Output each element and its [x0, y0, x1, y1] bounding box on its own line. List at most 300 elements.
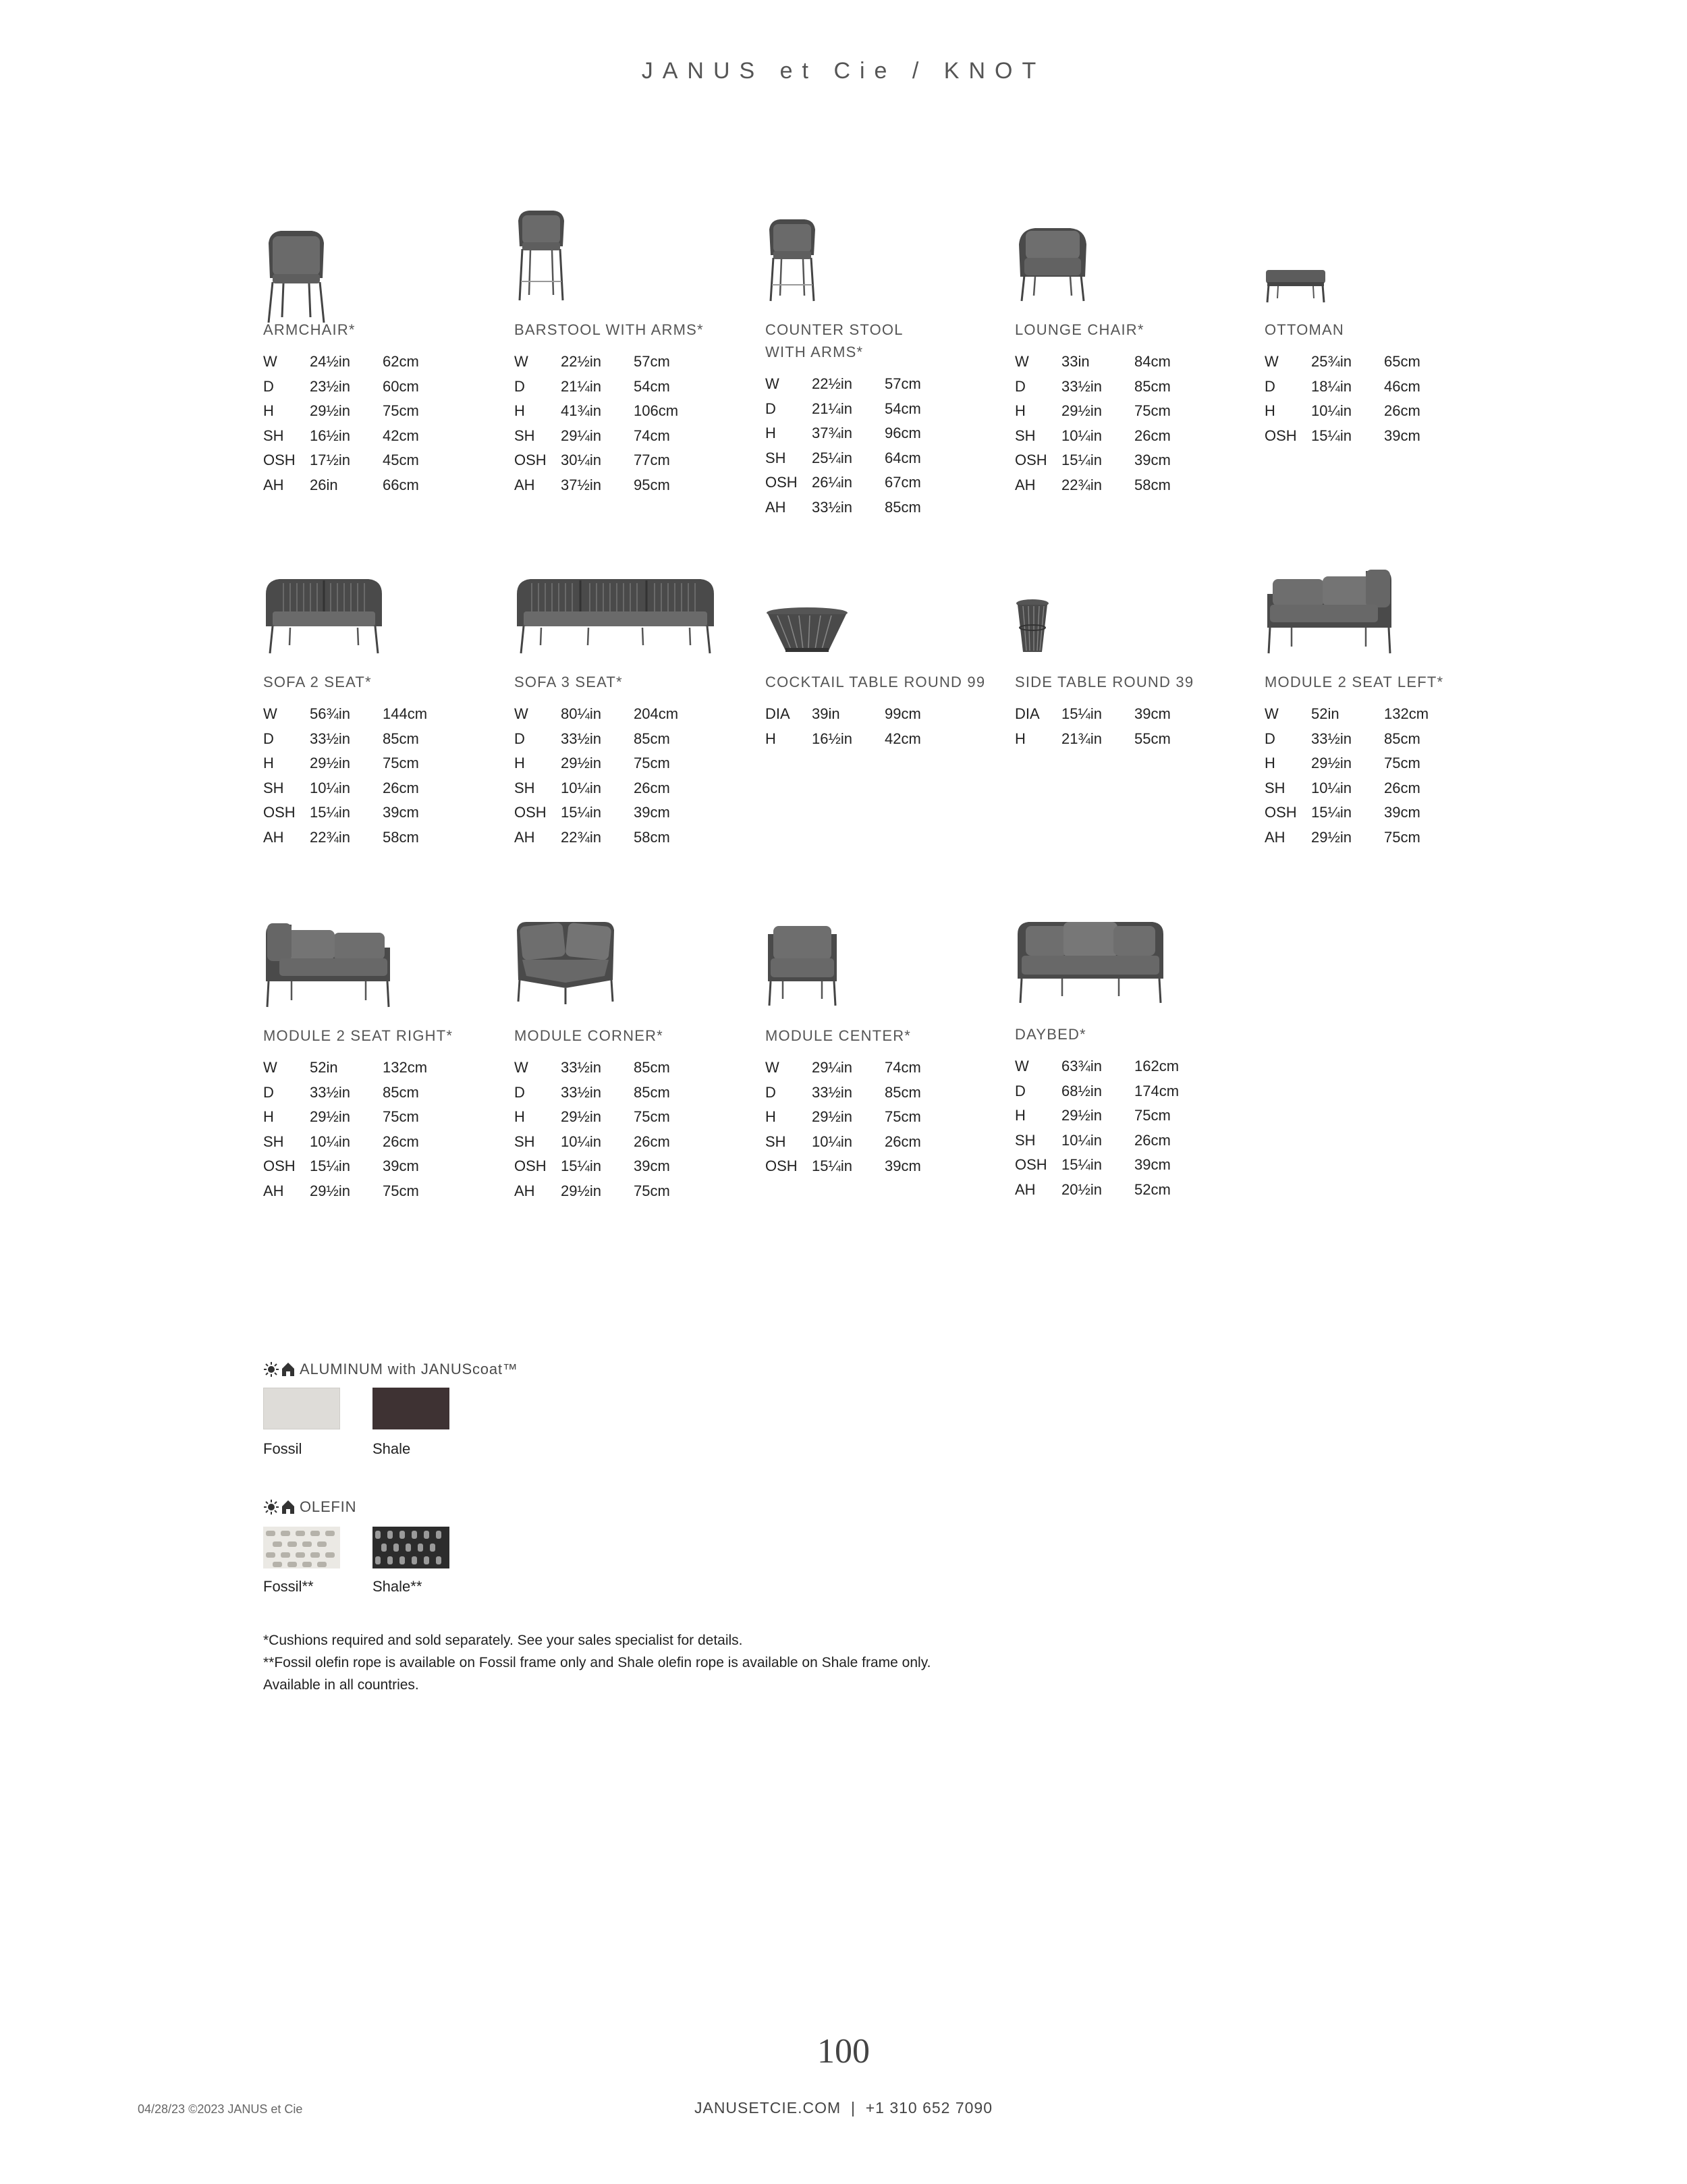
spec-cm: 39cm — [1134, 705, 1171, 722]
spec-inches: 29½in — [561, 1182, 601, 1199]
spec-inches: 10¼in — [1311, 779, 1352, 796]
spec-label: OSH — [263, 452, 296, 468]
product-counter-stool-with-arms — [765, 202, 1001, 526]
product-cocktail-table-round-99 — [765, 555, 1001, 879]
spec-table — [514, 702, 688, 850]
spec-label: SH — [1015, 427, 1036, 444]
spec-label: SH — [1015, 1131, 1036, 1149]
spec-cm: 39cm — [634, 804, 670, 821]
spec-inches: 24½in — [310, 353, 350, 370]
spec-inches: 10¼in — [1311, 402, 1352, 419]
spec-inches: 10¼in — [561, 1132, 601, 1150]
spec-row — [263, 399, 437, 424]
spec-inches: 10¼in — [310, 1132, 350, 1150]
spec-table — [765, 372, 939, 520]
spec-label: AH — [263, 1182, 284, 1199]
spec-label: OSH — [1015, 1156, 1047, 1173]
spec-inches: 10¼in — [310, 779, 350, 796]
spec-inches: 20½in — [1061, 1180, 1102, 1198]
spec-inches: 29½in — [310, 1108, 350, 1125]
spec-label: D — [1015, 1082, 1026, 1099]
spec-inches: 23½in — [310, 377, 350, 395]
spec-label: SH — [765, 449, 786, 466]
spec-label: W — [514, 1059, 528, 1076]
spec-row — [1015, 1153, 1188, 1178]
house-icon — [281, 1499, 296, 1515]
spec-cm: 58cm — [634, 828, 670, 846]
spec-row — [765, 470, 939, 495]
spec-label: AH — [263, 828, 284, 846]
spec-inches: 15¼in — [310, 804, 350, 821]
spec-inches: 15¼in — [561, 804, 601, 821]
spec-label: D — [263, 1083, 274, 1101]
spec-cm: 57cm — [634, 353, 670, 370]
spec-inches: 15¼in — [1061, 1156, 1102, 1173]
spec-label: D — [1015, 377, 1026, 395]
spec-inches: 15¼in — [1061, 705, 1102, 722]
spec-cm: 60cm — [383, 377, 419, 395]
spec-inches: 15¼in — [1311, 804, 1352, 821]
spec-inches: 15¼in — [310, 1157, 350, 1174]
spec-cm: 39cm — [1134, 452, 1171, 468]
woven-texture-icon — [263, 1527, 340, 1568]
spec-label: SH — [263, 779, 284, 796]
spec-label: D — [263, 377, 274, 395]
spec-label: H — [1015, 1107, 1026, 1124]
spec-cm: 67cm — [885, 474, 921, 491]
spec-row — [765, 1105, 939, 1130]
spec-row — [1265, 776, 1438, 801]
spec-row — [263, 727, 437, 752]
spec-row — [1015, 702, 1188, 727]
spec-inches: 33½in — [561, 1059, 601, 1076]
spec-row — [765, 372, 939, 397]
armchair-image — [263, 223, 331, 327]
spec-row — [514, 1154, 688, 1179]
spec-row — [765, 1081, 939, 1105]
spec-row — [765, 702, 939, 727]
spec-inches: 68½in — [1061, 1082, 1102, 1099]
spec-cm: 106cm — [634, 402, 679, 419]
product-sofa-3-seat — [514, 555, 750, 879]
spec-inches: 15¼in — [561, 1157, 601, 1174]
spec-label: OSH — [765, 1157, 798, 1174]
spec-table — [765, 702, 939, 751]
lounge-chair-image — [1015, 224, 1090, 305]
spec-inches: 80¼in — [561, 705, 601, 722]
swatch-olefin-fossil — [263, 1527, 340, 1568]
spec-table — [1015, 702, 1188, 751]
spec-cm: 75cm — [1134, 1107, 1171, 1124]
counter-stool-image — [765, 215, 819, 304]
product-daybed — [1015, 908, 1251, 1232]
spec-row — [514, 751, 688, 776]
spec-cm: 26cm — [383, 779, 419, 796]
spec-row — [514, 375, 688, 400]
spec-inches: 33½in — [310, 1083, 350, 1101]
swatch-label: Shale — [372, 1440, 411, 1457]
spec-inches: 29¼in — [561, 427, 601, 444]
spec-row — [1015, 473, 1188, 498]
swatch-aluminum-fossil — [263, 1388, 340, 1429]
spec-row — [1015, 1128, 1188, 1153]
spec-row — [1015, 424, 1188, 449]
page-number: 100 — [817, 2032, 870, 2071]
spec-row — [263, 1130, 437, 1155]
spec-inches: 33½in — [1311, 730, 1352, 747]
spec-row — [514, 776, 688, 801]
spec-table — [1015, 1054, 1188, 1202]
spec-cm: 39cm — [383, 804, 419, 821]
spec-cm: 26cm — [634, 779, 670, 796]
spec-inches: 18¼in — [1311, 377, 1352, 395]
olefin-finish-heading — [263, 1498, 356, 1516]
spec-cm: 132cm — [1384, 705, 1429, 722]
spec-label: W — [765, 375, 779, 392]
spec-cm: 26cm — [1134, 427, 1171, 444]
spec-cm: 75cm — [383, 1108, 419, 1125]
spec-label: H — [514, 1108, 525, 1125]
spec-cm: 85cm — [383, 730, 419, 747]
spec-label: OSH — [765, 474, 798, 491]
daybed-image — [1015, 918, 1166, 1006]
spec-cm: 62cm — [383, 353, 419, 370]
product-ottoman — [1265, 202, 1501, 526]
spec-cm: 162cm — [1134, 1058, 1180, 1074]
spec-inches: 21¼in — [812, 400, 852, 417]
spec-inches: 33½in — [812, 498, 852, 516]
spec-inches: 10¼in — [812, 1132, 852, 1150]
spec-row — [263, 424, 437, 449]
spec-row — [1015, 1103, 1188, 1128]
spec-cm: 58cm — [383, 828, 419, 846]
spec-label: D — [514, 1083, 525, 1101]
spec-label: W — [1015, 1058, 1029, 1074]
spec-inches: 52in — [1311, 705, 1339, 722]
spec-inches: 21¼in — [561, 377, 601, 395]
spec-cm: 85cm — [885, 498, 921, 516]
spec-inches: 15¼in — [1311, 427, 1352, 444]
spec-row — [514, 424, 688, 449]
spec-cm: 39cm — [885, 1157, 921, 1174]
spec-row — [263, 776, 437, 801]
product-name: MODULE CORNER* — [514, 1027, 663, 1044]
product-name: BARSTOOL WITH ARMS* — [514, 321, 704, 338]
spec-inches: 29½in — [310, 755, 350, 771]
spec-row — [263, 1154, 437, 1179]
spec-cm: 99cm — [885, 705, 921, 722]
spec-row — [263, 825, 437, 850]
spec-inches: 29½in — [561, 755, 601, 771]
spec-inches: 22½in — [561, 353, 601, 370]
spec-label: H — [1265, 755, 1275, 771]
spec-row — [514, 825, 688, 850]
product-armchair — [263, 202, 499, 526]
spec-cm: 85cm — [885, 1083, 921, 1101]
spec-label: SH — [263, 427, 284, 444]
spec-row — [1265, 751, 1438, 776]
spec-inches: 33½in — [310, 730, 350, 747]
spec-table — [263, 350, 437, 497]
spec-label: H — [263, 755, 274, 771]
barstool-image — [514, 206, 568, 304]
spec-row — [1015, 1054, 1188, 1079]
swatch-label: Fossil** — [263, 1578, 314, 1595]
spec-cm: 85cm — [383, 1083, 419, 1101]
spec-inches: 39in — [812, 705, 840, 722]
spec-cm: 74cm — [634, 427, 670, 444]
spec-label: W — [1015, 353, 1029, 370]
product-lounge-chair — [1015, 202, 1251, 526]
spec-row — [765, 421, 939, 446]
spec-inches: 29½in — [561, 1108, 601, 1125]
aluminum-finish-title: ALUMINUM with JANUScoat™ — [300, 1361, 518, 1377]
spec-label: D — [263, 730, 274, 747]
spec-inches: 26¼in — [812, 474, 852, 491]
spec-inches: 10¼in — [1061, 1131, 1102, 1149]
spec-cm: 39cm — [1384, 804, 1420, 821]
spec-table — [263, 702, 437, 850]
spec-cm: 39cm — [634, 1157, 670, 1174]
spec-cm: 42cm — [383, 427, 419, 444]
swatch-olefin-shale — [372, 1527, 449, 1568]
spec-cm: 26cm — [885, 1132, 921, 1150]
spec-inches: 29½in — [1061, 1107, 1102, 1124]
spec-label: DIA — [765, 705, 790, 722]
spec-row — [263, 473, 437, 498]
spec-label: H — [1265, 402, 1275, 419]
spec-cm: 85cm — [634, 1083, 670, 1101]
spec-cm: 66cm — [383, 476, 419, 493]
spec-cm: 57cm — [885, 375, 921, 392]
product-name: DAYBED* — [1015, 1026, 1086, 1043]
spec-cm: 39cm — [1384, 427, 1420, 444]
spec-table — [514, 1056, 688, 1203]
spec-cm: 45cm — [383, 452, 419, 468]
spec-inches: 37½in — [561, 476, 601, 493]
spec-table — [765, 1056, 939, 1179]
spec-row — [765, 1154, 939, 1179]
spec-label: SH — [765, 1132, 786, 1150]
spec-inches: 22¾in — [1061, 476, 1102, 493]
spec-inches: 15¼in — [1061, 452, 1102, 468]
spec-row — [1015, 375, 1188, 400]
spec-cm: 75cm — [885, 1108, 921, 1125]
spec-row — [514, 1105, 688, 1130]
spec-inches: 52in — [310, 1059, 338, 1076]
module-2-seat-right-image — [263, 921, 393, 1010]
product-name: MODULE 2 SEAT LEFT* — [1265, 674, 1444, 690]
spec-label: H — [765, 730, 776, 747]
spec-row — [1265, 800, 1438, 825]
spec-cm: 85cm — [634, 730, 670, 747]
spec-row — [765, 1130, 939, 1155]
spec-table — [514, 350, 688, 497]
spec-label: SH — [514, 427, 535, 444]
house-icon — [281, 1361, 296, 1377]
spec-label: W — [263, 1059, 277, 1076]
spec-inches: 37¾in — [812, 425, 852, 441]
footnote-line: *Cushions required and sold separately. See your sales specialist for details. — [263, 1633, 743, 1648]
spec-cm: 75cm — [383, 755, 419, 771]
spec-cm: 95cm — [634, 476, 670, 493]
spec-inches: 22¾in — [310, 828, 350, 846]
spec-cm: 64cm — [885, 449, 921, 466]
spec-label: SH — [263, 1132, 284, 1150]
spec-row — [1265, 350, 1438, 375]
side-table-image — [1015, 598, 1050, 656]
product-module-2-seat-right — [263, 908, 499, 1232]
spec-row — [765, 1056, 939, 1081]
sun-icon — [263, 1361, 279, 1377]
spec-label: W — [765, 1059, 779, 1076]
module-center-image — [765, 923, 839, 1008]
spec-inches: 15¼in — [812, 1157, 852, 1174]
spec-cm: 54cm — [885, 400, 921, 417]
spec-label: OSH — [263, 1157, 296, 1174]
spec-label: D — [514, 377, 525, 395]
spec-cm: 174cm — [1134, 1082, 1180, 1099]
spec-row — [263, 1105, 437, 1130]
footer-contact: JANUSETCIE.COM | +1 310 652 7090 — [694, 2099, 993, 2117]
spec-label: AH — [514, 476, 535, 493]
spec-row — [514, 800, 688, 825]
spec-cm: 55cm — [1134, 730, 1171, 747]
spec-cm: 75cm — [634, 1182, 670, 1199]
spec-inches: 30¼in — [561, 452, 601, 468]
spec-row — [1015, 1079, 1188, 1104]
spec-label: D — [1265, 730, 1275, 747]
spec-row — [765, 397, 939, 422]
product-barstool-with-arms — [514, 202, 750, 526]
spec-label: W — [1265, 705, 1279, 722]
spec-label: W — [263, 705, 277, 722]
spec-row — [514, 1056, 688, 1081]
spec-label: SH — [1265, 779, 1285, 796]
product-module-corner — [514, 908, 750, 1232]
spec-cm: 54cm — [634, 377, 670, 395]
spec-label: W — [514, 353, 528, 370]
spec-cm: 74cm — [885, 1059, 921, 1076]
spec-row — [1015, 399, 1188, 424]
spec-row — [514, 727, 688, 752]
spec-label: OSH — [514, 1157, 547, 1174]
spec-label: AH — [1015, 1180, 1036, 1198]
spec-inches: 29½in — [1311, 755, 1352, 771]
spec-inches: 17½in — [310, 452, 350, 468]
product-name: SIDE TABLE ROUND 39 — [1015, 674, 1194, 690]
spec-cm: 77cm — [634, 452, 670, 468]
spec-label: H — [263, 1108, 274, 1125]
spec-label: W — [514, 705, 528, 722]
spec-row — [1015, 350, 1188, 375]
spec-label: AH — [263, 476, 284, 493]
sofa-2-seat-image — [263, 574, 385, 656]
spec-cm: 46cm — [1384, 377, 1420, 395]
spec-row — [1265, 727, 1438, 752]
spec-inches: 33in — [1061, 353, 1090, 370]
spec-cm: 85cm — [634, 1059, 670, 1076]
spec-inches: 41¾in — [561, 402, 601, 419]
spec-row — [263, 1179, 437, 1204]
spec-inches: 63¾in — [1061, 1058, 1102, 1074]
product-module-center — [765, 908, 1001, 1232]
spec-inches: 16½in — [310, 427, 350, 444]
spec-inches: 29½in — [1061, 402, 1102, 419]
spec-cm: 26cm — [383, 1132, 419, 1150]
product-name: SOFA 2 SEAT* — [263, 674, 372, 690]
spec-label: H — [1015, 402, 1026, 419]
spec-cm: 26cm — [1384, 402, 1420, 419]
spec-label: H — [1015, 730, 1026, 747]
spec-label: DIA — [1015, 705, 1040, 722]
sun-icon — [263, 1499, 279, 1515]
spec-label: SH — [514, 1132, 535, 1150]
spec-cm: 65cm — [1384, 353, 1420, 370]
spec-inches: 22¾in — [561, 828, 601, 846]
spec-table — [1265, 702, 1438, 850]
spec-row — [263, 751, 437, 776]
spec-label: AH — [1015, 476, 1036, 493]
spec-inches: 29½in — [812, 1108, 852, 1125]
swatch-label: Shale** — [372, 1578, 422, 1595]
spec-cm: 85cm — [1384, 730, 1420, 747]
spec-label: AH — [765, 498, 786, 516]
spec-cm: 75cm — [1134, 402, 1171, 419]
spec-table — [263, 1056, 437, 1203]
spec-row — [514, 1179, 688, 1204]
footnotes — [263, 1629, 931, 1696]
spec-label: SH — [514, 779, 535, 796]
spec-row — [1015, 1178, 1188, 1203]
spec-row — [263, 1081, 437, 1105]
spec-row — [514, 350, 688, 375]
spec-row — [765, 495, 939, 520]
ottoman-image — [1265, 267, 1327, 305]
spec-label: D — [765, 400, 776, 417]
module-corner-image — [514, 918, 617, 1006]
spec-label: H — [765, 1108, 776, 1125]
spec-cm: 96cm — [885, 425, 921, 441]
product-name: MODULE CENTER* — [765, 1027, 912, 1044]
spec-row — [765, 446, 939, 471]
spec-row — [1015, 727, 1188, 752]
spec-inches: 26in — [310, 476, 338, 493]
spec-cm: 75cm — [1384, 755, 1420, 771]
spec-label: W — [1265, 353, 1279, 370]
spec-inches: 25¼in — [812, 449, 852, 466]
spec-row — [514, 1081, 688, 1105]
spec-table — [1015, 350, 1188, 497]
spec-cm: 42cm — [885, 730, 921, 747]
product-name: SOFA 3 SEAT* — [514, 674, 623, 690]
spec-label: OSH — [1015, 452, 1047, 468]
spec-label: AH — [514, 1182, 535, 1199]
cocktail-table-image — [765, 606, 849, 655]
spec-row — [263, 375, 437, 400]
spec-label: H — [514, 755, 525, 771]
spec-inches: 10¼in — [561, 779, 601, 796]
spec-row — [263, 448, 437, 473]
spec-label: OSH — [514, 804, 547, 821]
product-module-2-seat-left — [1265, 555, 1501, 879]
spec-label: H — [765, 425, 776, 441]
spec-label: AH — [1265, 828, 1285, 846]
spec-label: D — [765, 1083, 776, 1101]
spec-row — [514, 473, 688, 498]
swatch-aluminum-shale — [372, 1388, 449, 1429]
product-name: MODULE 2 SEAT RIGHT* — [263, 1027, 453, 1044]
